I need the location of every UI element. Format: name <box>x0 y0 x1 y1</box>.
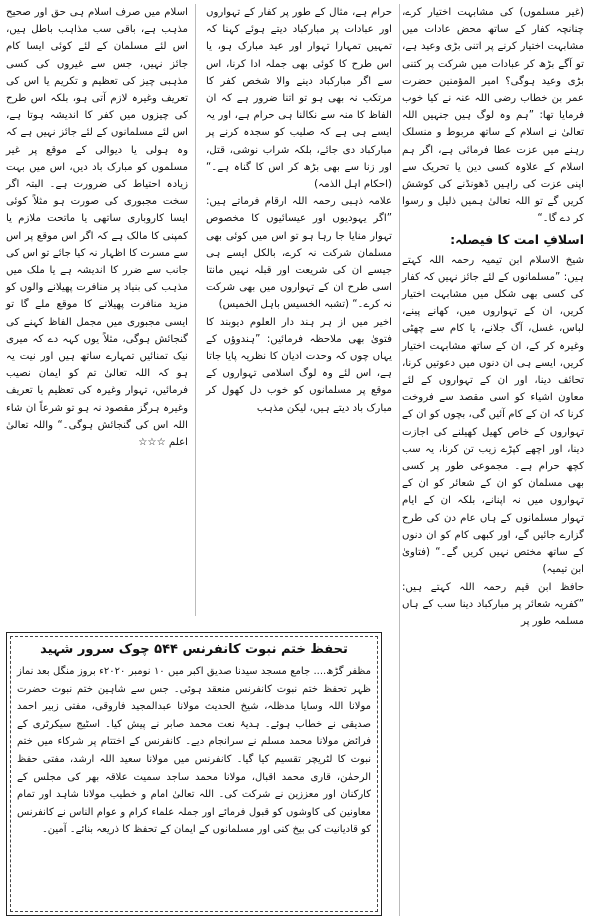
paragraph: اسلام میں صرف اسلام ہی حق اور صحیح مذہب ہے، باقی سب مذاہب باطل ہیں، اس لئے مسلمان کے لئے کوئی ایسا کام جائز نہیں، جس سے غیروں کی کسی مذہبی چیز کی تعظیم و تکریم یا اس کی تعریف وغیرہ لازم آتی ہو، بلکہ اس طرح کی چیزوں میں کفر کا اندیشہ ہوتا ہے، اس لئے مسلمانوں کے لئے جائز نہیں ہے کہ وہ ہولی یا دیوالی کے موقع پر غیر مسلموں کو مبارک باد دیں، اس میں بہت زیادہ احتیاط کی ضرورت ہے۔ البتہ اگر سخت مجبوری کی صورت ہو مثلاً کوئی ایسا کاروباری ساتھی یا ماتحت ملازم یا کمپنی کا مالک ہے کہ اگر اس موقع پر اس سے مسرت کا اظہار نہ کیا جائے تو اس کی جانب سے ضرر کا اندیشہ ہے یا ملک میں مذہب کی بنیاد پر منافرت پھیلانے والوں کو مزید منافرت پھیلانے کا موقع ملے گا تو ایسی مجبوری میں مجمل الفاظ کہنے کی گنجائش ہوگی، مثلاً یوں کہہ دے کہ میری نیک تمنائیں تمہارے ساتھ ہیں اور نیت یہ ہو کہ اللہ تعالیٰ تم کو ایمان نصیب فرمائیں، تہوار وغیرہ کی تعظیم یا تعریف وغیرہ ہرگز مقصود نہ ہو تو شرعاً ان شاء اللہ اس کی گنجائش ہوگی۔“ واللہ تعالیٰ اعلم ☆☆☆ <box>6 7 188 449</box>
paragraph: شیخ الاسلام ابن تیمیہ رحمہ اللہ کہتے ہیں: ”مسلمانوں کے لئے جائز نہیں کہ کفار کی کسی بھی شکل میں مشابہت اختیار کریں، ان کے تہواروں میں، کھانے پینے، لباس، غسل، آگ جلانے، یا کام سے چھٹی وغیرہ کر کے، ان کے ساتھ مشابہت اختیار کریں، ایسے ہی ان دنوں میں دعوتیں کرنا، تحائف دینا، اور ان کے تہواروں کے لئے معاون اشیاء کو اسی مقصد سے فروخت کرنا کہ ان کے کام آئیں گی، بچوں کو ان کے تہواروں کے خاص کھیل کھیلنے کی اجازت دینا، اور اچھے کپڑے زیب تن کرنا، یہ سب کچھ حرام ہے۔ مجموعی طور پر کسی بھی مسلمان کو ان کے شعائر کو ان کے تہواروں میں نہ اپنانے، بلکہ ان کے ایام تہوار مسلمانوں کے ہاں عام دن کی طرح گزارے جائیں گے، اور کبھی کام کو ان دنوں کے ساتھ مختص نہیں کریں گے۔“ (فتاویٰ ابن تیمیہ) <box>402 254 584 576</box>
paragraph: حرام ہے، مثال کے طور پر کفار کے تہواروں اور عبادات پر مبارکباد دیتے ہوئے کہنا کہ تمہیں تمہارا تہوار اور عید مبارک ہو، یا اس طرح کا کوئی بھی جملہ ادا کرنا، اس سے اگر مبارکباد دینے والا شخص کفر کا مرتکب نہ بھی ہو تو اتنا ضرور ہے کہ ان الفاظ کا منہ سے نکالنا ہی حرام ہے، اور یہ ایسے ہی ہے کہ صلیب کو سجدہ کرنے پر مبارکباد دی جائے، بلکہ شراب نوشی، قتل، اور زنا سے بھی بڑھ کر اس کا گناہ ہے۔“ (احکام اہل الذمہ) <box>206 7 392 191</box>
column-divider <box>195 4 196 616</box>
column-divider <box>399 4 400 916</box>
news-box <box>6 632 382 916</box>
paragraph: علامہ ذہبی رحمہ اللہ ارقام فرماتے ہیں: ”اگر یہودیوں اور عیسائیوں کا مخصوص تہوار منایا جا رہا ہو تو اس میں کوئی بھی مسلمان شرکت نہ کرے، بالکل ایسے ہی جیسے ان کی شریعت اور قبلہ نہیں مانتا اسی طرح ان کے تہواروں میں بھی شرکت نہ کرے۔“ (تشبہ الخسیس باہل الخمیس) <box>206 196 392 311</box>
news-box-title: تحفظ ختم نبوت کانفرنس ۵۴۴ چوک سرور شہید <box>40 642 348 657</box>
paragraph: (غیر مسلموں) کی مشابہت اختیار کرے، چنانچہ کفار کے ساتھ محض عادات میں مشابہت اختیار کرنے پر اتنی بڑی وعید ہے، تو آگے بڑھ کر عبادات میں شرکت پر کتنی بڑی وعید ہوگی؟ امیر المؤمنین حضرت عمر بن خطاب رضی اللہ عنہ نے کیا خوب فرمایا تھا: ”ہم وہ لوگ ہیں جنہیں اللہ تعالیٰ نے اسلام کے ساتھ مربوط و منسلک رہنے میں عزت عطا فرمائی ہے، اگر ہم اسلام کے علاوہ کسی دین یا تحریک سے اپنی عزت کی راہیں ڈھونڈنے کی کوشش کریں گے تو اللہ تعالیٰ ہمیں ذلیل و رسوا کر دے گا۔“ <box>402 7 584 225</box>
paragraph: اخیر میں از ہر ہند دار العلوم دیوبند کا فتویٰ بھی ملاحظہ فرمائیں: ”ہندوؤں کے یہاں چوں کہ وحدت ادیان کا نظریہ پایا جاتا ہے، اس لئے وہ لوگ اسلامی تہواروں کے موقع پر مسلمانوں کو خوب دل کھول کر مبارک باد دیتے ہیں، لیکن مذہب <box>206 316 392 414</box>
article-column-left <box>6 4 188 451</box>
article-column-right <box>402 4 584 630</box>
article-column-middle <box>206 4 392 417</box>
section-heading: اسلافِ امت کا فیصلہ: <box>450 231 584 247</box>
paragraph: حافظ ابن قیم رحمہ اللہ کہتے ہیں: ”کفریہ شعائر پر مبارکباد دینا سب کے ہاں مسلمہ طور پر <box>402 581 584 627</box>
news-box-body: مظفر گڑھ.... جامع مسجد سیدنا صدیق اکبر میں ۱۰ نومبر ۲۰۲۰ء بروز منگل بعد نماز ظہر تحفظ ختم نبوت کانفرنس منعقد ہوئی۔ جس سے شاہین ختم نبوت حضرت مولانا اللہ وسایا مدظلہ، شیخ الحدیث مولانا عبدالمجید فاروقی، مفتی زبیر احمد صدیقی نے خطاب ہوئے۔ ہدیۂ نعت محمد صابر نے پیش کیا۔ اسٹیج سیکرٹری کے فرائض مولانا محمد مسلم نے سرانجام دیے۔ کانفرنس کے اختتام پر شرکاء میں ختم نبوت کا لٹریچر تقسیم کیا گیا۔ کانفرنس میں مولانا سعید اللہ ارشد، مفتی حفظ الرحمٰن، قاری محمد اقبال، مولانا محمد ساجد سمیت علاقہ بھر کی مجلس کے کارکنان اور معززین نے شرکت کی۔ اللہ تعالیٰ امام و خطیب مولانا شاہد اور تمام معاونین کی کاوشوں کو قبول فرمائے اور جملہ علماء کرام و عوام الناس نے کانفرنس کو قادیانیت کی بیخ کنی اور مسلمانوں کے ایمان کے تحفظ کا ذریعہ بنائے۔ آمین۔ <box>17 666 371 836</box>
news-box-border <box>10 636 378 912</box>
